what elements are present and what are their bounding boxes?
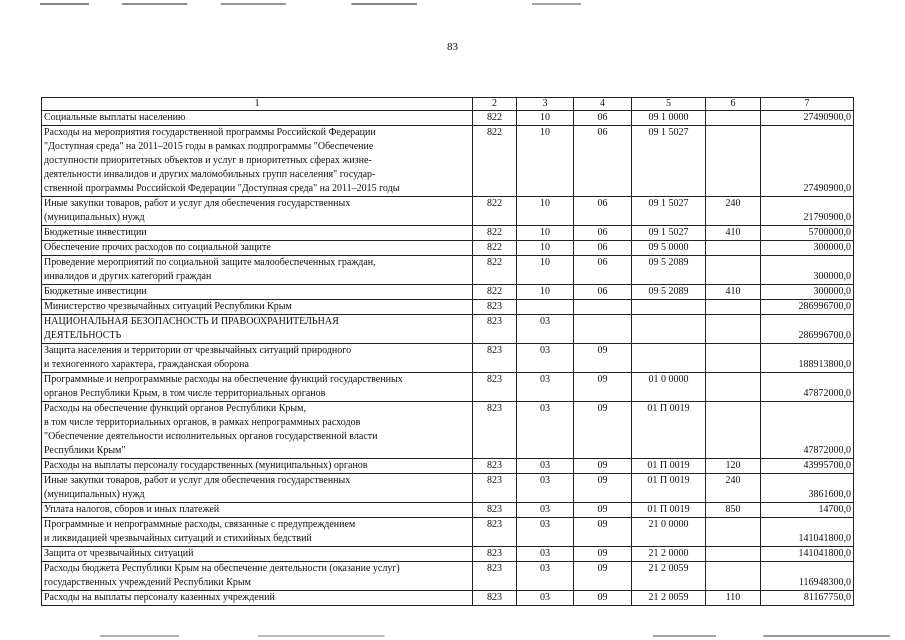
table-row — [42, 300, 854, 315]
column-header-6: 6 — [706, 98, 761, 111]
table-body — [42, 111, 854, 606]
amount: 21790900,0 — [761, 197, 854, 226]
ministry-code: 823 — [473, 518, 517, 547]
row-description — [42, 344, 473, 373]
ministry-code: 823 — [473, 373, 517, 402]
column-numbers-row — [42, 98, 854, 111]
amount: 300000,0 — [761, 241, 854, 256]
description-line: ственной программы Российской Федерации "Доступная среда" на 2011–2015 годы — [44, 183, 400, 194]
section-code: 10 — [517, 126, 574, 197]
ministry-code: 823 — [473, 547, 517, 562]
expense-type-code — [706, 256, 761, 285]
description-line: Расходы бюджета Республики Крым на обеспечение деятельности (оказание услуг) — [44, 563, 400, 574]
expense-type-code — [706, 547, 761, 562]
description-line: "Доступная среда" на 2011–2015 годы в рамках подпрограммы "Обеспечение — [44, 141, 374, 152]
table-row — [42, 373, 854, 402]
description-line: НАЦИОНАЛЬНАЯ БЕЗОПАСНОСТЬ И ПРАВООХРАНИТЕЛЬНАЯ — [44, 316, 339, 327]
table-row — [42, 197, 854, 226]
subsection-code — [574, 300, 632, 315]
ministry-code: 822 — [473, 126, 517, 197]
subsection-code: 06 — [574, 126, 632, 197]
column-header-7: 7 — [761, 98, 854, 111]
table-row — [42, 402, 854, 459]
target-article-code: 09 5 0000 — [632, 241, 706, 256]
description-line: в том числе территориальных органов, в рамках непрограммных расходов — [44, 417, 361, 428]
subsection-code: 06 — [574, 226, 632, 241]
section-code: 10 — [517, 197, 574, 226]
table-row — [42, 503, 854, 518]
amount: 141041800,0 — [761, 547, 854, 562]
table-row — [42, 459, 854, 474]
target-article-code: 01 0 0000 — [632, 373, 706, 402]
description-line: Социальные выплаты населению — [44, 112, 186, 123]
expense-type-code: 110 — [706, 591, 761, 606]
row-description — [42, 459, 473, 474]
subsection-code: 06 — [574, 111, 632, 126]
amount: 14700,0 — [761, 503, 854, 518]
target-article-code: 21 0 0000 — [632, 518, 706, 547]
amount: 286996700,0 — [761, 315, 854, 344]
row-description — [42, 111, 473, 126]
description-line: "Обеспечение деятельности исполнительных органов государственной власти — [44, 431, 378, 442]
subsection-code: 09 — [574, 591, 632, 606]
table-row — [42, 241, 854, 256]
amount: 27490900,0 — [761, 126, 854, 197]
expense-type-code — [706, 373, 761, 402]
target-article-code — [632, 300, 706, 315]
target-article-code: 01 П 0019 — [632, 459, 706, 474]
amount: 47872000,0 — [761, 402, 854, 459]
description-line: доступности приоритетных объектов и услуг в приоритетных сферах жизне- — [44, 155, 372, 166]
expense-type-code — [706, 402, 761, 459]
row-description — [42, 315, 473, 344]
row-description — [42, 503, 473, 518]
row-description — [42, 197, 473, 226]
row-description — [42, 474, 473, 503]
target-article-code: 21 2 0059 — [632, 591, 706, 606]
row-description — [42, 126, 473, 197]
target-article-code: 09 1 5027 — [632, 197, 706, 226]
target-article-code: 09 1 5027 — [632, 226, 706, 241]
target-article-code: 01 П 0019 — [632, 402, 706, 459]
target-article-code: 09 1 5027 — [632, 126, 706, 197]
column-header-1: 1 — [42, 98, 473, 111]
description-line: Бюджетные инвестиции — [44, 227, 147, 238]
budget-table — [41, 97, 854, 606]
description-line: Расходы на выплаты персоналу государственных (муниципальных) органов — [44, 460, 368, 471]
row-description — [42, 285, 473, 300]
table-row — [42, 226, 854, 241]
description-line: Министерство чрезвычайных ситуаций Республики Крым — [44, 301, 292, 312]
subsection-code: 06 — [574, 256, 632, 285]
expense-type-code: 850 — [706, 503, 761, 518]
target-article-code: 01 П 0019 — [632, 474, 706, 503]
ministry-code: 823 — [473, 300, 517, 315]
ministry-code: 823 — [473, 474, 517, 503]
ministry-code: 823 — [473, 562, 517, 591]
amount: 43995700,0 — [761, 459, 854, 474]
row-description — [42, 241, 473, 256]
subsection-code: 09 — [574, 547, 632, 562]
subsection-code: 06 — [574, 241, 632, 256]
description-line: деятельности инвалидов и других маломобильных групп населения" государ- — [44, 169, 376, 180]
target-article-code — [632, 344, 706, 373]
row-description — [42, 562, 473, 591]
target-article-code: 21 2 0000 — [632, 547, 706, 562]
target-article-code: 21 2 0059 — [632, 562, 706, 591]
table-row — [42, 474, 854, 503]
description-line: (муниципальных) нужд — [44, 489, 145, 500]
table-row — [42, 591, 854, 606]
ministry-code: 822 — [473, 241, 517, 256]
target-article-code — [632, 315, 706, 344]
amount: 47872000,0 — [761, 373, 854, 402]
table-row — [42, 285, 854, 300]
amount: 300000,0 — [761, 285, 854, 300]
description-line: (муниципальных) нужд — [44, 212, 145, 223]
subsection-code: 09 — [574, 562, 632, 591]
description-line: инвалидов и других категорий граждан — [44, 271, 212, 282]
amount: 5700000,0 — [761, 226, 854, 241]
expense-type-code: 410 — [706, 226, 761, 241]
section-code: 10 — [517, 226, 574, 241]
section-code: 03 — [517, 518, 574, 547]
amount: 188913800,0 — [761, 344, 854, 373]
expense-type-code: 240 — [706, 197, 761, 226]
expense-type-code — [706, 126, 761, 197]
row-description — [42, 591, 473, 606]
description-line: Иные закупки товаров, работ и услуг для обеспечения государственных — [44, 198, 351, 209]
description-line: Иные закупки товаров, работ и услуг для обеспечения государственных — [44, 475, 351, 486]
target-article-code: 09 1 0000 — [632, 111, 706, 126]
subsection-code: 06 — [574, 285, 632, 300]
section-code: 03 — [517, 459, 574, 474]
section-code: 10 — [517, 241, 574, 256]
amount: 81167750,0 — [761, 591, 854, 606]
row-description — [42, 402, 473, 459]
subsection-code: 09 — [574, 459, 632, 474]
subsection-code: 09 — [574, 344, 632, 373]
ministry-code: 822 — [473, 256, 517, 285]
table-row — [42, 562, 854, 591]
amount: 3861600,0 — [761, 474, 854, 503]
amount: 300000,0 — [761, 256, 854, 285]
section-code — [517, 300, 574, 315]
subsection-code: 09 — [574, 518, 632, 547]
section-code: 03 — [517, 503, 574, 518]
table-header — [42, 98, 854, 111]
expense-type-code: 410 — [706, 285, 761, 300]
section-code: 10 — [517, 285, 574, 300]
expense-type-code — [706, 315, 761, 344]
expense-type-code — [706, 562, 761, 591]
description-line: Расходы на выплаты персоналу казенных учреждений — [44, 592, 275, 603]
description-line: Программные и непрограммные расходы, связанные с предупреждением — [44, 519, 356, 530]
target-article-code: 09 5 2089 — [632, 256, 706, 285]
page-number: 83 — [447, 41, 458, 53]
row-description — [42, 518, 473, 547]
description-line: Уплата налогов, сборов и иных платежей — [44, 504, 220, 515]
amount: 116948300,0 — [761, 562, 854, 591]
subsection-code: 09 — [574, 503, 632, 518]
table-row — [42, 315, 854, 344]
subsection-code: 09 — [574, 373, 632, 402]
ministry-code: 823 — [473, 315, 517, 344]
section-code: 03 — [517, 562, 574, 591]
row-description — [42, 373, 473, 402]
row-description — [42, 256, 473, 285]
expense-type-code — [706, 241, 761, 256]
table-row — [42, 126, 854, 197]
scan-edge-bottom — [100, 635, 890, 637]
ministry-code: 823 — [473, 459, 517, 474]
description-line: Программные и непрограммные расходы на обеспечение функций государственных — [44, 374, 403, 385]
ministry-code: 823 — [473, 344, 517, 373]
section-code: 03 — [517, 402, 574, 459]
target-article-code: 01 П 0019 — [632, 503, 706, 518]
table-row — [42, 547, 854, 562]
expense-type-code — [706, 111, 761, 126]
amount: 286996700,0 — [761, 300, 854, 315]
ministry-code: 822 — [473, 111, 517, 126]
section-code: 03 — [517, 373, 574, 402]
section-code: 03 — [517, 474, 574, 503]
section-code: 03 — [517, 547, 574, 562]
scan-edge-top — [40, 3, 860, 5]
row-description — [42, 300, 473, 315]
section-code: 03 — [517, 315, 574, 344]
expense-type-code: 240 — [706, 474, 761, 503]
table-row — [42, 518, 854, 547]
expense-type-code — [706, 300, 761, 315]
expense-type-code — [706, 344, 761, 373]
description-line: ДЕЯТЕЛЬНОСТЬ — [44, 330, 122, 341]
ministry-code: 822 — [473, 226, 517, 241]
description-line: и техногенного характера, гражданская оборона — [44, 359, 249, 370]
description-line: Защита населения и территории от чрезвычайных ситуаций природного — [44, 345, 352, 356]
description-line: Защита от чрезвычайных ситуаций — [44, 548, 194, 559]
subsection-code: 09 — [574, 402, 632, 459]
subsection-code: 06 — [574, 197, 632, 226]
description-line: государственных учреждений Республики Крым — [44, 577, 251, 588]
description-line: Бюджетные инвестиции — [44, 286, 147, 297]
expense-type-code — [706, 518, 761, 547]
subsection-code — [574, 315, 632, 344]
ministry-code: 822 — [473, 285, 517, 300]
column-header-2: 2 — [473, 98, 517, 111]
table-row — [42, 256, 854, 285]
subsection-code: 09 — [574, 474, 632, 503]
row-description — [42, 226, 473, 241]
ministry-code: 823 — [473, 591, 517, 606]
section-code: 03 — [517, 344, 574, 373]
target-article-code: 09 5 2089 — [632, 285, 706, 300]
section-code: 10 — [517, 111, 574, 126]
ministry-code: 823 — [473, 503, 517, 518]
description-line: Республики Крым" — [44, 445, 126, 456]
ministry-code: 823 — [473, 402, 517, 459]
description-line: Проведение мероприятий по социальной защите малообеспеченных граждан, — [44, 257, 376, 268]
section-code: 03 — [517, 591, 574, 606]
description-line: и ликвидацией чрезвычайных ситуаций и стихийных бедствий — [44, 533, 312, 544]
table-row — [42, 111, 854, 126]
description-line: Обеспечение прочих расходов по социальной защите — [44, 242, 271, 253]
column-header-5: 5 — [632, 98, 706, 111]
description-line: органов Республики Крым, в том числе территориальных органов — [44, 388, 326, 399]
description-line: Расходы на обеспечение функций органов Республики Крым, — [44, 403, 306, 414]
description-line: Расходы на мероприятия государственной программы Российской Федерации — [44, 127, 376, 138]
expense-type-code: 120 — [706, 459, 761, 474]
column-header-4: 4 — [574, 98, 632, 111]
column-header-3: 3 — [517, 98, 574, 111]
amount: 141041800,0 — [761, 518, 854, 547]
amount: 27490900,0 — [761, 111, 854, 126]
table-row — [42, 344, 854, 373]
section-code: 10 — [517, 256, 574, 285]
ministry-code: 822 — [473, 197, 517, 226]
row-description — [42, 547, 473, 562]
